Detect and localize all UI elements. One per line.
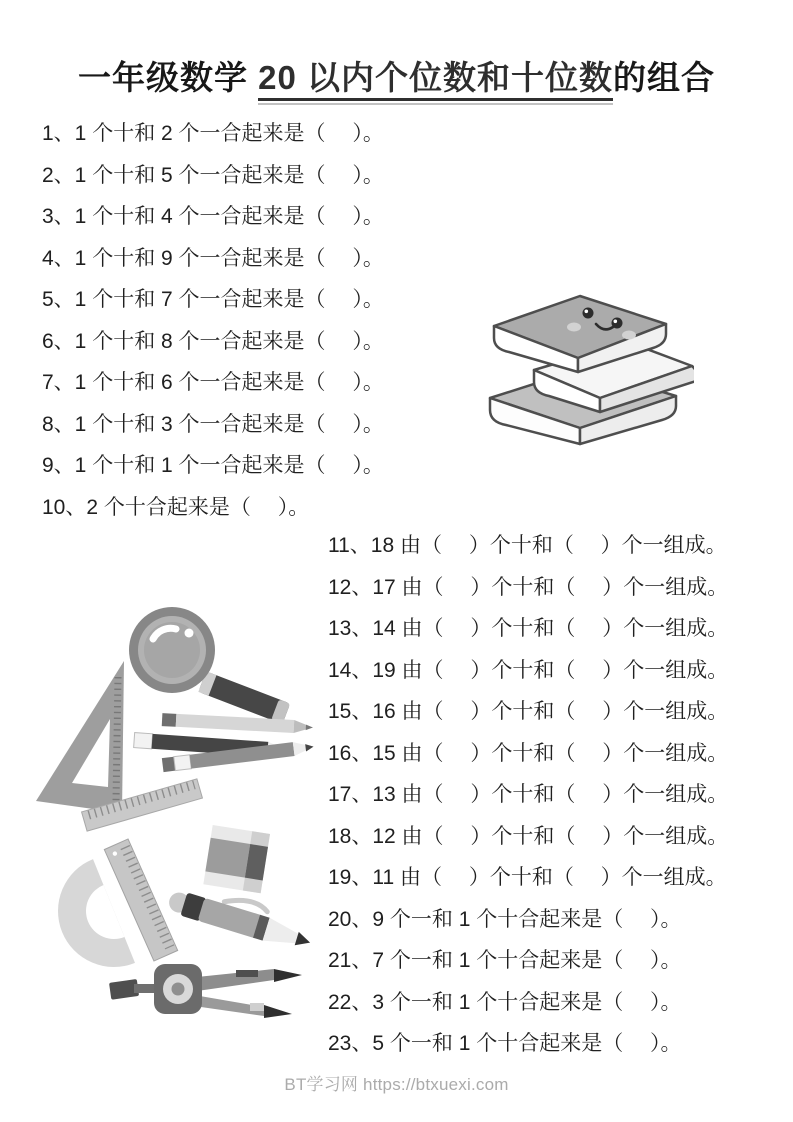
- stationery-illustration: [22, 593, 324, 1045]
- eraser-icon: [203, 825, 270, 893]
- pencil-icon: [162, 713, 313, 734]
- question-row: 12、17 由（ ）个十和（ ）个一组成。: [328, 575, 729, 599]
- question-row: 19、11 由（ ）个十和（ ）个一组成。: [328, 866, 727, 889]
- magnifier-icon: [129, 607, 290, 724]
- question-row: 17、13 由（ ）个十和（ ）个一组成。: [328, 783, 729, 806]
- question-row: 1、1 个十和 2 个一合起来是（ ）。: [42, 122, 384, 145]
- question-row: 9、1 个十和 1 个一合起来是（ ）。: [42, 454, 384, 477]
- question-list-right: [328, 525, 728, 1065]
- question-row: 22、3 个一和 1 个十合起来是（ ）。: [328, 990, 682, 1014]
- page-title: [0, 52, 793, 99]
- question-row: 2、1 个十和 5 个一合起来是（ ）。: [42, 163, 384, 187]
- question-list-left: [42, 113, 384, 528]
- footer-site-link[interactable]: BT学习网 https://btxuexi.com: [284, 1075, 509, 1094]
- set-square-icon: [36, 661, 124, 813]
- question-row: 8、1 个十和 3 个一合起来是（ ）。: [42, 412, 384, 436]
- title-suffix: 的组合: [613, 59, 716, 96]
- question-row: 7、1 个十和 6 个一合起来是（ ）。: [42, 371, 384, 394]
- question-row: 6、1 个十和 8 个一合起来是（ ）。: [42, 329, 384, 353]
- question-row: 20、9 个一和 1 个十合起来是（ ）。: [328, 907, 682, 931]
- question-row: 16、15 由（ ）个十和（ ）个一组成。: [328, 741, 729, 765]
- books-stack-illustration: [478, 286, 694, 448]
- question-row: 3、1 个十和 4 个一合起来是（ ）。: [42, 205, 384, 228]
- question-row: 4、1 个十和 9 个一合起来是（ ）。: [42, 246, 384, 270]
- question-row: 11、18 由（ ）个十和（ ）个一组成。: [328, 534, 727, 557]
- question-row: 15、16 由（ ）个十和（ ）个一组成。: [328, 700, 729, 723]
- compass-icon: [109, 964, 302, 1018]
- question-row: 5、1 个十和 7 个一合起来是（ ）。: [42, 288, 384, 311]
- question-row: 18、12 由（ ）个十和（ ）个一组成。: [328, 824, 729, 848]
- question-row: 14、19 由（ ）个十和（ ）个一组成。: [328, 658, 729, 682]
- question-row: 23、5 个一和 1 个十合起来是（ ）。: [328, 1032, 682, 1055]
- question-row: 13、14 由（ ）个十和（ ）个一组成。: [328, 617, 729, 640]
- question-row: 21、7 个一和 1 个十合起来是（ ）。: [328, 949, 682, 972]
- title-underlined-topic: 20 以内个位数和十位数: [258, 59, 614, 96]
- question-row: 10、2 个十合起来是（ ）。: [42, 495, 310, 519]
- title-prefix: 一年级数学: [77, 59, 259, 96]
- footer-watermark: [0, 1070, 793, 1095]
